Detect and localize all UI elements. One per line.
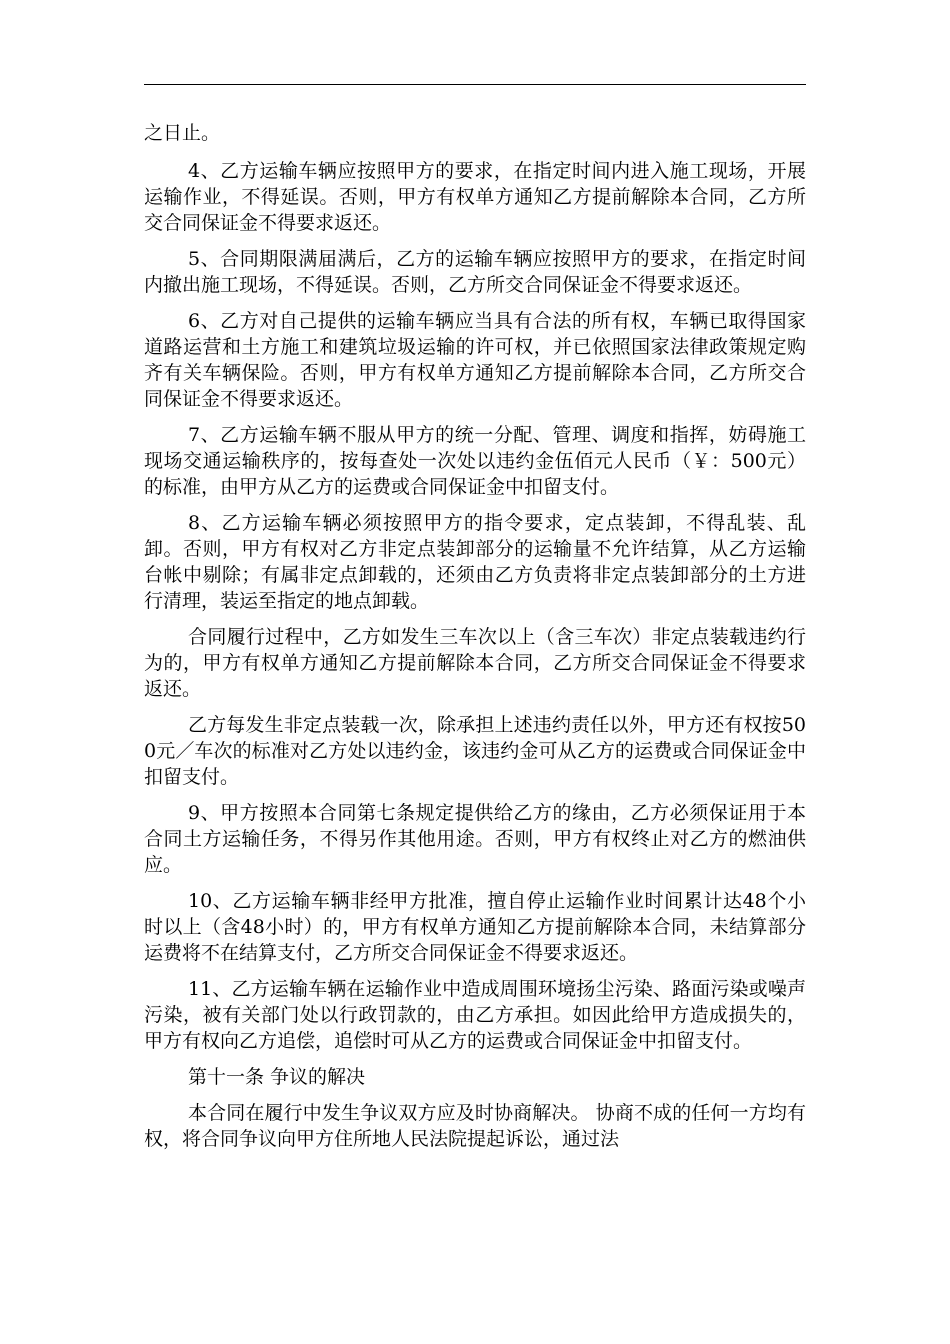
clause-10: 10、乙方运输车辆非经甲方批准，擅自停止运输作业时间累计达48个小时以上（含48小时）的，甲方有权单方通知乙方提前解除本合同，未结算部分运费将不在结算支付，乙方所交合同保证金不得要求返还。	[144, 890, 806, 964]
clause-8-detail-2: 乙方每发生非定点装载一次，除承担上述违约责任以外，甲方还有权按500元／车次的标准对乙方处以违约金，该违约金可从乙方的运费或合同保证金中扣留支付。	[144, 714, 806, 788]
dispute-resolution-paragraph: 本合同在履行中发生争议双方应及时协商解决。 协商不成的任何一方均有权，将合同争议向甲方住所地人民法院提起诉讼，通过法	[144, 1102, 806, 1150]
clause-8: 8、乙方运输车辆必须按照甲方的指令要求，定点装卸，不得乱装、乱卸。否则，甲方有权对乙方非定点装卸部分的运输量不允许结算，从乙方运输台帐中剔除；有属非定点卸载的，还须由乙方负责将非定点装卸部分的土方进行清理，装运至指定的地点卸载。	[144, 512, 806, 612]
paragraph-continuation: 之日止。	[144, 122, 221, 144]
header-rule	[144, 84, 806, 85]
clause-11: 11、乙方运输车辆在运输作业中造成周围环境扬尘污染、路面污染或噪声污染，被有关部门处以行政罚款的，由乙方承担。如因此给甲方造成损失的，甲方有权向乙方追偿，追偿时可从乙方的运费或合同保证金中扣留支付。	[144, 978, 806, 1052]
clause-4: 4、乙方运输车辆应按照甲方的要求，在指定时间内进入施工现场，开展运输作业，不得延误。否则，甲方有权单方通知乙方提前解除本合同，乙方所交合同保证金不得要求返还。	[144, 160, 806, 234]
clause-8-detail-1: 合同履行过程中，乙方如发生三车次以上（含三车次）非定点装载违约行为的，甲方有权单方通知乙方提前解除本合同，乙方所交合同保证金不得要求返还。	[144, 626, 806, 700]
document-body	[144, 120, 806, 1162]
article-heading: 第十一条 争议的解决	[188, 1066, 366, 1088]
clause-6: 6、乙方对自己提供的运输车辆应当具有合法的所有权，车辆已取得国家道路运营和土方施工和建筑垃圾运输的许可权，并已依照国家法律政策规定购齐有关车辆保险。否则，甲方有权单方通知乙方提前解除本合同，乙方所交合同保证金不得要求返还。	[144, 310, 806, 410]
clause-9: 9、甲方按照本合同第七条规定提供给乙方的缘由，乙方必须保证用于本合同土方运输任务，不得另作其他用途。否则，甲方有权终止对乙方的燃油供应。	[144, 802, 806, 876]
clause-7: 7、乙方运输车辆不服从甲方的统一分配、管理、调度和指挥，妨碍施工现场交通运输秩序的，按每查处一次处以违约金伍佰元人民币（￥：500元）的标准，由甲方从乙方的运费或合同保证金中扣留支付。	[144, 424, 806, 498]
clause-5: 5、合同期限满届满后，乙方的运输车辆应按照甲方的要求，在指定时间内撤出施工现场，不得延误。否则，乙方所交合同保证金不得要求返还。	[144, 248, 806, 296]
